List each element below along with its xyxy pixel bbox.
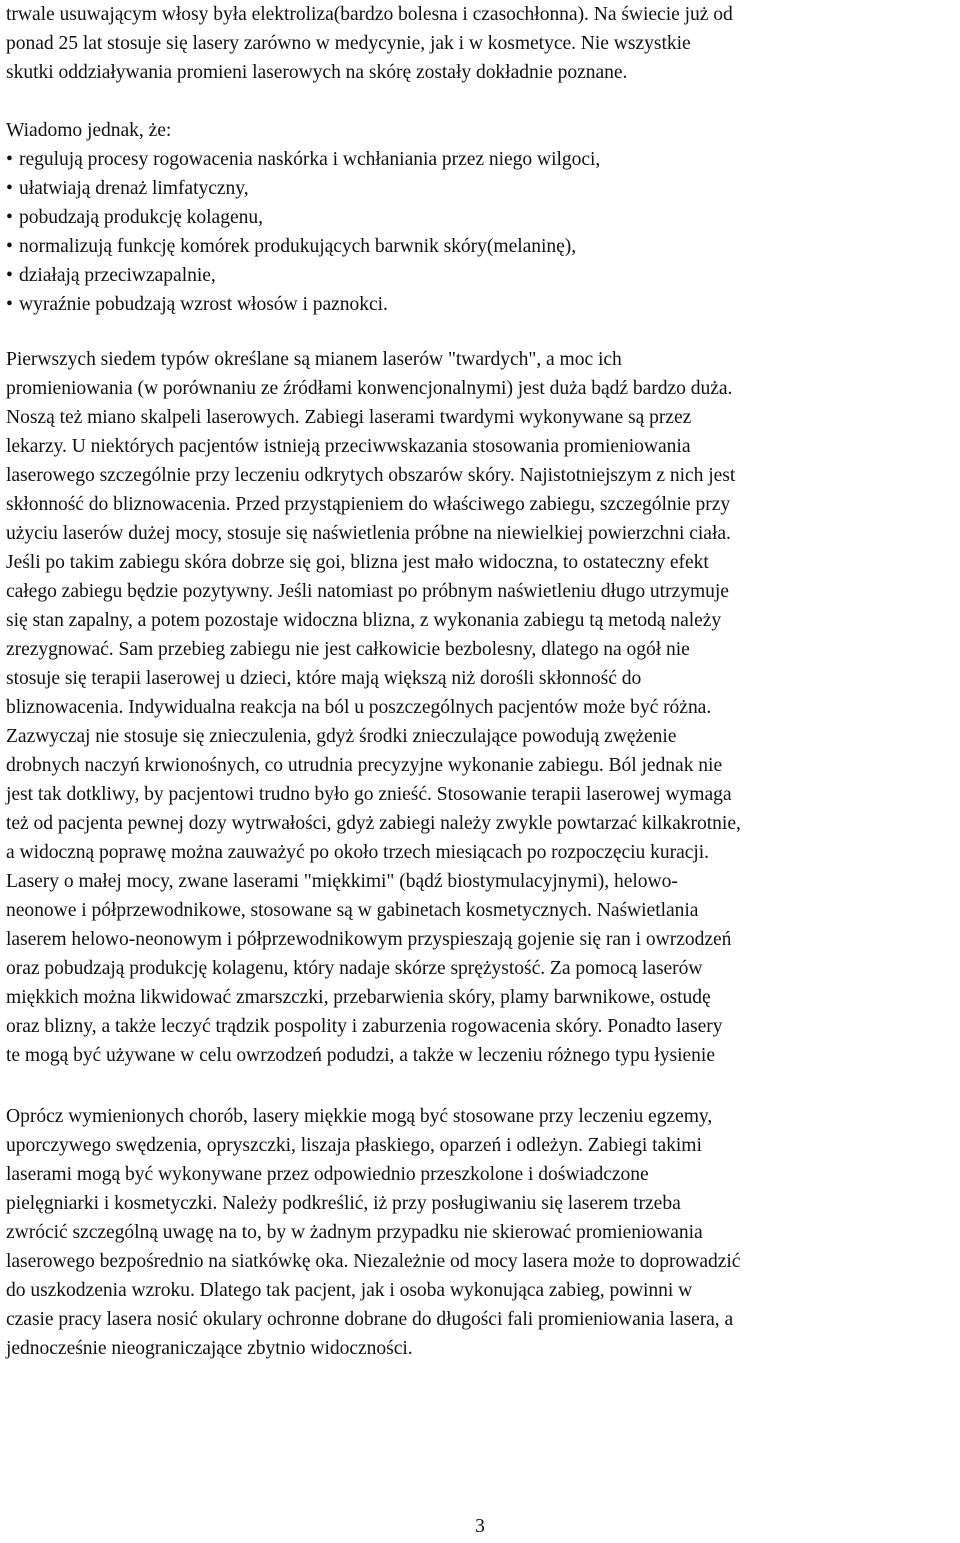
effects-heading: Wiadomo jednak, że: [6, 120, 172, 141]
bullet-item [6, 232, 956, 261]
bullet-item [6, 261, 956, 290]
text-line: stosuje się terapii laserowej u dzieci, które mają większą niż dorośli skłonność do [6, 668, 642, 689]
text-line: oraz pobudzają produkcję kolagenu, który nadaje skórze sprężystość. Za pomocą laserów [6, 958, 703, 979]
text-line: Jeśli po takim zabiegu skóra dobrze się goi, blizna jest mało widoczna, to ostateczny efekt [6, 552, 709, 573]
effects-section [6, 116, 956, 319]
text-line: Pierwszych siedem typów określane są mianem laserów "twardych", a moc ich [6, 349, 622, 370]
text-line: czasie pracy lasera nosić okulary ochronne dobrane do długości fali promieniowania lasera, a [6, 1309, 734, 1330]
text-line: laserowego bezpośrednio na siatkówkę oka. Niezależnie od mocy lasera może to doprowadzić [6, 1251, 741, 1272]
text-line: miękkich można likwidować zmarszczki, przebarwienia skóry, plamy barwnikowe, ostudę [6, 987, 711, 1008]
text-line: Zazwyczaj nie stosuje się znieczulenia, gdyż środki znieczulające powodują zwężenie [6, 726, 677, 747]
bullet-item [6, 145, 956, 174]
text-line: się stan zapalny, a potem pozostaje widoczna blizna, z wykonania zabiegu tą metodą należy [6, 610, 722, 631]
bullet-text: działają przeciwzapalnie, [19, 265, 216, 286]
text-line: a widoczną poprawę można zauważyć po około trzech miesiącach po rozpoczęciu kuracji. [6, 842, 710, 863]
bullet-item [6, 174, 956, 203]
bullet-text: pobudzają produkcję kolagenu, [19, 207, 263, 228]
effects-bullet-list [6, 145, 956, 319]
text-line: bliznowacenia. Indywidualna reakcja na ból u poszczególnych pacjentów może być różna. [6, 697, 712, 718]
bullet-icon: • [6, 207, 13, 228]
bullet-icon: • [6, 265, 13, 286]
text-line: trwale usuwającym włosy była elektroliza(bardzo bolesna i czasochłonna). Na świecie już od [6, 4, 733, 25]
text-line: użyciu laserów dużej mocy, stosuje się naświetlenia próbne na niewielkiej powierzchni ciała. [6, 523, 731, 544]
text-line: skutki oddziaływania promieni laserowych na skórę zostały dokładnie poznane. [6, 62, 628, 83]
bullet-icon: • [6, 178, 13, 199]
bullet-item [6, 203, 956, 232]
text-line: laserami mogą być wykonywane przez odpowiednio przeszkolone i doświadczone [6, 1164, 649, 1185]
text-line: zrezygnować. Sam przebieg zabiegu nie jest całkowicie bezbolesny, dlatego na ogół nie [6, 639, 690, 660]
text-line: zwrócić szczególną uwagę na to, by w żadnym przypadku nie skierować promieniowania [6, 1222, 703, 1243]
text-line: promieniowania (w porównaniu ze źródłami konwencjonalnymi) jest duża bądź bardzo duża. [6, 378, 733, 399]
text-line: do uszkodzenia wzroku. Dlatego tak pacjent, jak i osoba wykonująca zabieg, powinni w [6, 1280, 693, 1301]
text-line: uporczywego swędzenia, opryszczki, liszaja płaskiego, oparzeń i odleżyn. Zabiegi takimi [6, 1135, 702, 1156]
bullet-icon: • [6, 236, 13, 257]
text-line: lekarzy. U niektórych pacjentów istnieją przeciwwskazania stosowania promieniowania [6, 436, 691, 457]
text-line: ponad 25 lat stosuje się lasery zarówno w medycynie, jak i w kosmetyce. Nie wszystkie [6, 33, 691, 54]
text-line: laserowego szczególnie przy leczeniu odkrytych obszarów skóry. Najistotniejszym z nich jest [6, 465, 736, 486]
text-line: te mogą być używane w celu owrzodzeń podudzi, a także w leczeniu różnego typu łysienie [6, 1045, 715, 1066]
text-line: laserem helowo-neonowym i półprzewodnikowym przyspieszają gojenie się ran i owrzodzeń [6, 929, 732, 950]
soft-lasers-paragraph [6, 1102, 956, 1363]
hard-lasers-paragraph [6, 345, 956, 1070]
bullet-text: wyraźnie pobudzają wzrost włosów i paznokci. [19, 294, 388, 315]
text-line: neonowe i półprzewodnikowe, stosowane są w gabinetach kosmetycznych. Naświetlania [6, 900, 699, 921]
page-number: 3 [475, 1516, 485, 1537]
text-line: skłonność do bliznowacenia. Przed przystąpieniem do właściwego zabiegu, szczególnie przy [6, 494, 731, 515]
text-line: Lasery o małej mocy, zwane laserami "miękkimi" (bądź biostymulacyjnymi), helowo- [6, 871, 678, 892]
bullet-text: ułatwiają drenaż limfatyczny, [19, 178, 249, 199]
bullet-text: regulują procesy rogowacenia naskórka i wchłaniania przez niego wilgoci, [19, 149, 601, 170]
text-line: całego zabiegu będzie pozytywny. Jeśli natomiast po próbnym naświetleniu długo utrzymuje [6, 581, 729, 602]
bullet-icon: • [6, 149, 13, 170]
text-line: Oprócz wymienionych chorób, lasery miękkie mogą być stosowane przy leczeniu egzemy, [6, 1106, 713, 1127]
bullet-item [6, 290, 956, 319]
text-line: Noszą też miano skalpeli laserowych. Zabiegi laserami twardymi wykonywane są przez [6, 407, 692, 428]
bullet-text: normalizują funkcję komórek produkujących barwnik skóry(melaninę), [19, 236, 577, 257]
intro-paragraph [6, 0, 956, 87]
text-line: też od pacjenta pewnej dozy wytrwałości, gdyż zabiegi należy zwykle powtarzać kilkakrotnie, [6, 813, 741, 834]
text-line: oraz blizny, a także leczyć trądzik pospolity i zaburzenia rogowacenia skóry. Ponadto lasery [6, 1016, 723, 1037]
text-line: jednocześnie nieograniczające zbytnio widoczności. [6, 1338, 413, 1359]
text-line: pielęgniarki i kosmetyczki. Należy podkreślić, iż przy posługiwaniu się laserem trzeba [6, 1193, 681, 1214]
bullet-icon: • [6, 294, 13, 315]
text-line: drobnych naczyń krwionośnych, co utrudnia precyzyjne wykonanie zabiegu. Ból jednak nie [6, 755, 723, 776]
text-line: jest tak dotkliwy, by pacjentowi trudno było go znieść. Stosowanie terapii laserowej wymaga [6, 784, 732, 805]
